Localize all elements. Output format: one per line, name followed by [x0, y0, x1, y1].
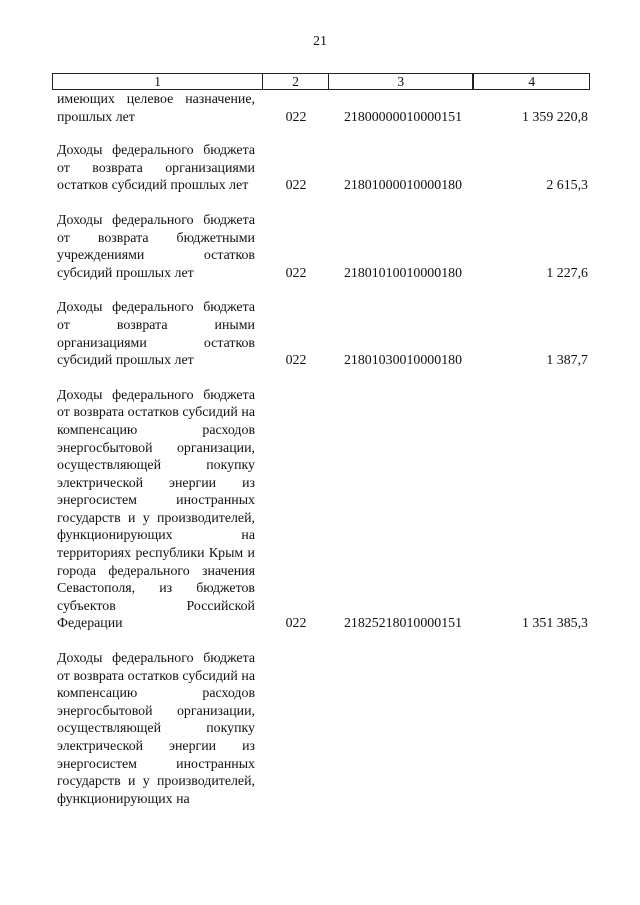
row-description: Доходы федерального бюджета от возврата организациями остатков субсидий прошлых лет	[57, 143, 255, 194]
row-admin-code: 022	[285, 353, 307, 369]
page-number: 21	[313, 34, 327, 49]
row-classification-code: 21800000010000151	[343, 109, 463, 125]
table-body	[0, 91, 640, 825]
row-amount: 1 227,6	[546, 265, 588, 281]
row-amount: 2 615,3	[546, 178, 588, 194]
table-row	[0, 91, 640, 126]
header-col-2: 2	[263, 74, 329, 89]
row-classification-code: 21801030010000180	[343, 353, 463, 369]
table-header	[52, 73, 590, 90]
table-row	[0, 299, 640, 369]
row-description: Доходы федерального бюджета от возврата остатков субсидий на компенсацию расходов энергосбытовой организации, осуществляющей покупку электрической энергии из энергосистем иностранных государств и у производителей, функционирующих на	[57, 651, 255, 807]
row-description: имеющих целевое назначение, прошлых лет	[57, 92, 255, 125]
row-amount: 1 387,7	[546, 353, 588, 369]
row-admin-code: 022	[285, 265, 307, 281]
row-admin-code: 022	[285, 109, 307, 125]
row-admin-code: 022	[285, 178, 307, 194]
row-classification-code: 21825218010000151	[343, 616, 463, 632]
row-admin-code: 022	[285, 616, 307, 632]
row-classification-code: 21801000010000180	[343, 178, 463, 194]
table-row	[0, 212, 640, 282]
row-classification-code: 21801010010000180	[343, 265, 463, 281]
row-description: Доходы федерального бюджета от возврата иными организациями остатков субсидий прошлых лет	[57, 300, 255, 369]
row-amount: 1 351 385,3	[522, 616, 588, 632]
table-row	[0, 387, 640, 633]
header-col-1: 1	[53, 74, 263, 89]
header-col-3: 3	[329, 74, 473, 89]
header-col-4: 4	[473, 74, 589, 89]
table-row	[0, 142, 640, 195]
table-row	[0, 650, 640, 808]
row-amount: 1 359 220,8	[522, 109, 588, 125]
row-description: Доходы федерального бюджета от возврата бюджетными учреждениями остатков субсидий прошлых лет	[57, 212, 255, 281]
row-description: Доходы федерального бюджета от возврата остатков субсидий на компенсацию расходов энергосбытовой организации, осуществляющей покупку электрической энергии из энергосистем иностранных государств и у производителей, функционирующих на территориях республики Крым и города федерального значения Севастополя, из бюджетов субъектов Российской Федерации	[57, 387, 255, 632]
